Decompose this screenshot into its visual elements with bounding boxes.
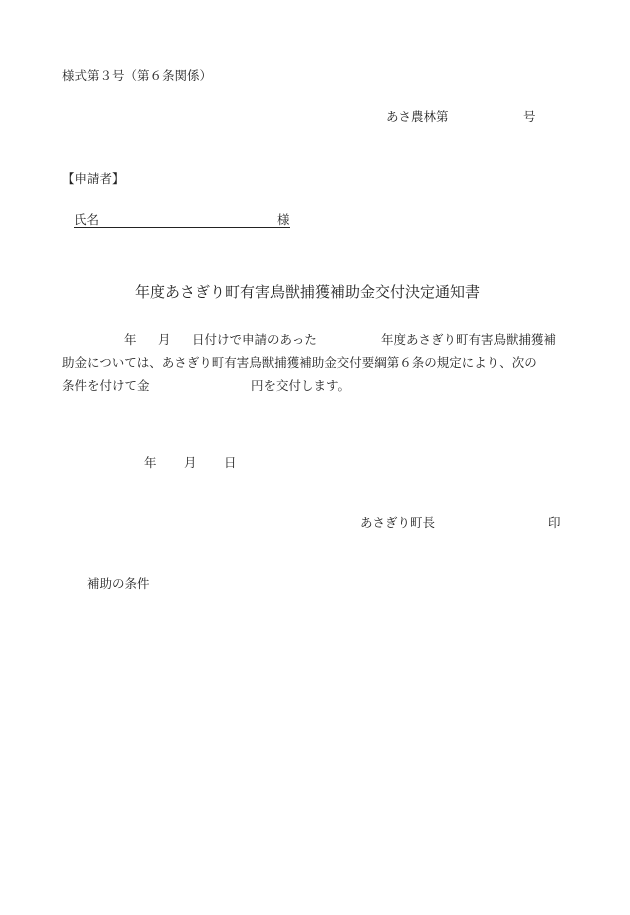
body-application-year: 年 [124,332,137,347]
document-number-prefix: あさ農林第 [386,109,449,124]
body-application-day: 日付けで申請のあった [192,332,317,347]
seal-mark: 印 [548,515,561,530]
document-title: 年度あさぎり町有害鳥獣捕獲補助金交付決定通知書 [135,283,481,301]
applicant-name-underline [74,227,290,228]
form-number: 様式第３号（第６条関係） [62,68,213,83]
conditions-heading: 補助の条件 [87,576,150,591]
body-line2: 助金については、あさぎり町有害鳥獣捕獲補助金交付要綱第６条の規定により、次の [62,355,537,370]
issue-date-day: 日 [224,455,237,470]
issue-date-year: 年 [144,455,157,470]
mayor-title: あさぎり町長 [360,515,436,530]
body-application-month: 月 [158,332,171,347]
document-number-suffix: 号 [523,109,536,124]
applicant-heading: 【申請者】 [62,171,125,186]
body-line1-end: 年度あさぎり町有害鳥獣捕獲補 [381,332,557,347]
body-line3-amount-label: 条件を付けて金 [62,378,150,393]
body-line3-end: 円を交付します。 [251,378,351,393]
applicant-honorific: 様 [277,212,290,227]
issue-date-month: 月 [184,455,197,470]
applicant-name-label: 氏名 [74,212,100,227]
